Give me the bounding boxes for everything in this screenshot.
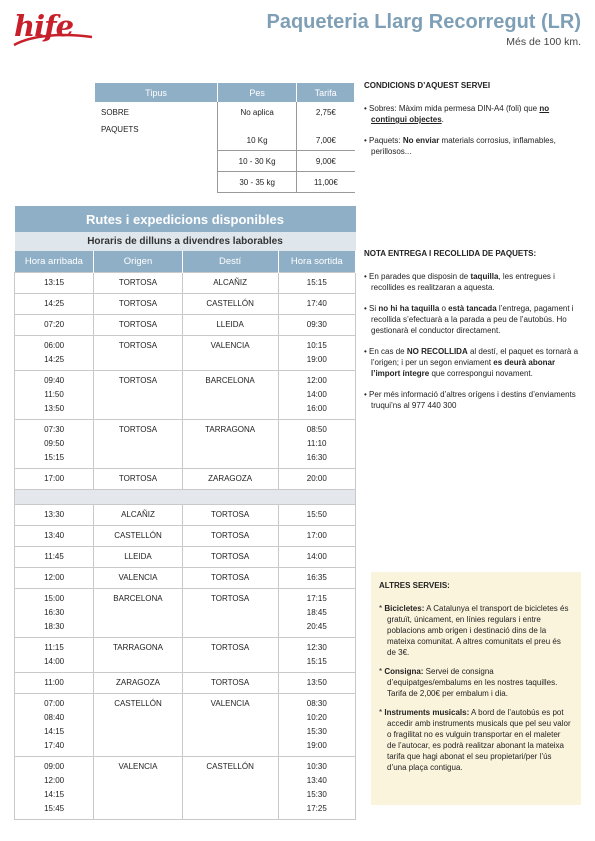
- cell-departure: 08:30 10:20 15:30 19:00: [278, 694, 355, 757]
- page-subtitle: Més de 100 km.: [506, 36, 581, 48]
- col-header-destination: Destí: [182, 251, 278, 273]
- pricing-header-tarifa: Tarifa: [297, 83, 355, 102]
- cell-destination: TORTOSA: [182, 505, 278, 526]
- cell-destination: TORTOSA: [182, 673, 278, 694]
- sobres-underline: no contingui objectes: [371, 104, 550, 124]
- pricing-cell: 11,00€: [297, 172, 355, 193]
- col-header-departure: Hora sortida: [278, 251, 355, 273]
- cell-origin: TORTOSA: [94, 273, 182, 294]
- cell-arrival: 11:00: [15, 673, 94, 694]
- cell-departure: 10:15 19:00: [278, 336, 355, 371]
- logo-text: hife: [14, 9, 74, 43]
- paquets-bold: No enviar: [402, 136, 440, 145]
- cell-destination: VALENCIA: [182, 336, 278, 371]
- table-row: [15, 315, 356, 336]
- cell-departure: 15:15: [278, 273, 355, 294]
- col-header-arrival: Hora arribada: [15, 251, 94, 273]
- note-bold: taquilla: [470, 272, 499, 281]
- company-logo: [14, 11, 73, 41]
- cell-arrival: 13:30: [15, 505, 94, 526]
- note-item: • En parades que disposin de taquilla, les entregues i recollides es realitzaran a aquesta.: [364, 272, 555, 292]
- cell-destination: CASTELLÓN: [182, 757, 278, 820]
- cell-destination: LLEIDA: [182, 315, 278, 336]
- cell-arrival: 07:00 08:40 14:15 17:40: [15, 694, 94, 757]
- table-row: [15, 420, 356, 469]
- note-text: l’entrega, pagament i recollida s’efectuarà a la parada a peu de l’autobús. Ho gestionarà el conductor directament.: [371, 304, 574, 335]
- note-text: al destí, el paquet es tornarà a l’origen; i per un segon enviament: [371, 347, 579, 367]
- cell-destination: TORTOSA: [182, 638, 278, 673]
- page-title: Paqueteria Llarg Recorregut (LR): [266, 11, 581, 33]
- table-row: [15, 757, 356, 820]
- note-item: • Per més informació d’altres orígens i destins d’enviaments truqui’ns al 977 440 300: [364, 390, 576, 410]
- cell-departure: 09:30: [278, 315, 355, 336]
- pricing-header-tipus: Tipus: [95, 83, 218, 102]
- cell-arrival: 12:00: [15, 568, 94, 589]
- table-row: [15, 505, 356, 526]
- note-text: , les entregues i recollides es realitzaran a aquesta.: [371, 272, 555, 292]
- conditions-heading: CONDICIONS D’AQUEST SERVEI: [364, 81, 491, 90]
- routes-subtitle: Horaris de dilluns a divendres laborables: [15, 232, 356, 251]
- table-row: [15, 371, 356, 420]
- cell-destination: TORTOSA: [182, 589, 278, 638]
- cell-destination: ALCAÑIZ: [182, 273, 278, 294]
- note-item: • Si no hi ha taquilla o està tancada l’entrega, pagament i recollida s’efectuarà a la parada a peu de l’autobús. Ho gestionarà el conductor directament.: [364, 304, 574, 335]
- cell-departure: 17:15 18:45 20:45: [278, 589, 355, 638]
- cell-origin: VALENCIA: [94, 568, 182, 589]
- routes-title: Rutes i expedicions disponibles: [15, 206, 356, 232]
- cell-arrival: 14:25: [15, 294, 94, 315]
- table-row: [15, 547, 356, 568]
- cell-departure: 14:00: [278, 547, 355, 568]
- pricing-cell: 10 Kg: [218, 122, 297, 151]
- pricing-cell: 30 - 35 kg: [218, 172, 297, 193]
- sobres-text: Màxim mida permesa DIN-A4 (foli) que: [396, 104, 540, 113]
- cell-arrival: 11:45: [15, 547, 94, 568]
- cell-departure: 10:30 13:40 15:30 17:25: [278, 757, 355, 820]
- table-row: [15, 336, 356, 371]
- note-bold: NO RECOLLIDA: [406, 347, 468, 356]
- pricing-cell: PAQUETS: [101, 125, 139, 134]
- sobres-label: Sobres:: [369, 104, 397, 113]
- cell-destination: TORTOSA: [182, 526, 278, 547]
- cell-origin: TORTOSA: [94, 315, 182, 336]
- cell-arrival: 11:15 14:00: [15, 638, 94, 673]
- table-row: [15, 273, 356, 294]
- cell-origin: ZARAGOZA: [94, 673, 182, 694]
- cell-origin: CASTELLÓN: [94, 526, 182, 547]
- pricing-cell: No aplica: [218, 102, 297, 122]
- service-text: A bord de l’autobús es pot accedir amb instruments musicals que pel seu valor o fragilitat no es vulguin transportar en el maleter de l’autocar, es podrà realitzar abonant la mateixa tarifa que hagi abonat el seu propietari/per l’ús d’una plaça contigua.: [387, 708, 571, 772]
- pricing-row-sobre: [95, 102, 355, 122]
- table-row: [15, 526, 356, 547]
- cell-arrival: 07:30 09:50 15:15: [15, 420, 94, 469]
- service-item-instruments: * Instruments musicals: A bord de l’autobús es pot accedir amb instruments musicals que pel seu valor o fragilitat no es vulguin transportar en el maleter de l’autocar, es podrà realitzar abonant la mateixa tarifa que hagi abonat el seu propietari/per l’ús d’una plaça contigua.: [379, 708, 571, 772]
- service-text: Servei de consigna d’equipatges/embalums en les nostres taquilles. Tarifa de 2,00€ per embalum i dia.: [387, 667, 558, 698]
- cell-destination: VALENCIA: [182, 694, 278, 757]
- cell-departure: 08:50 11:10 16:30: [278, 420, 355, 469]
- service-label: Bicicletes:: [384, 604, 425, 613]
- other-services-box: [371, 572, 581, 805]
- cell-arrival: 13:40: [15, 526, 94, 547]
- cell-origin: TORTOSA: [94, 469, 182, 490]
- service-item-bicycles: * Bicicletes: A Catalunya el transport de bicicletes és gratuït, únicament, en línies regulars i entre poblacions amb origen i destinació dins de la mateixa comunitat. A altres comunitats el preu és de 3€.: [379, 604, 569, 657]
- note-item: • En cas de NO RECOLLIDA al destí, el paquet es tornarà a l’origen; i per un segon enviament es deurà abonar l’import íntegre que correspongui novament.: [364, 347, 579, 378]
- table-row: [15, 673, 356, 694]
- service-conditions: [364, 80, 584, 167]
- service-text: A Catalunya el transport de bicicletes és gratuït, únicament, en línies regulars i entre poblacions amb origen i destinació dins de la mateixa comunitat. A altres comunitats el preu és de 3€.: [387, 604, 569, 657]
- service-item-luggage: * Consigna: Servei de consigna d’equipatges/embalums en les nostres taquilles. Tarifa de 2,00€ per embalum i dia.: [379, 667, 558, 698]
- cell-destination: BARCELONA: [182, 371, 278, 420]
- cell-origin: TORTOSA: [94, 336, 182, 371]
- note-text: Per més informació d’altres orígens i destins d’enviaments truqui’ns al 977 440 300: [369, 390, 576, 410]
- note-bold: es deurà abonar l’import íntegre: [371, 358, 556, 378]
- paquets-text: materials corrosius, inflamables, perillosos...: [371, 136, 556, 156]
- note-text: En parades que disposin de: [369, 272, 471, 281]
- cell-arrival: 13:15: [15, 273, 94, 294]
- sobres-end: .: [441, 115, 444, 124]
- table-row: [15, 568, 356, 589]
- pricing-table: [95, 83, 355, 193]
- cell-origin: ALCAÑIZ: [94, 505, 182, 526]
- pricing-header-pes: Pes: [218, 83, 297, 102]
- note-text: Si: [369, 304, 379, 313]
- table-row: [15, 469, 356, 490]
- table-separator: [15, 490, 356, 505]
- pricing-row-paquets: [95, 122, 355, 151]
- table-row: [15, 694, 356, 757]
- cell-arrival: 06:00 14:25: [15, 336, 94, 371]
- cell-origin: BARCELONA: [94, 589, 182, 638]
- table-row: [15, 589, 356, 638]
- cell-arrival: 17:00: [15, 469, 94, 490]
- note-text: En cas de: [369, 347, 407, 356]
- cell-arrival: 09:40 11:50 13:50: [15, 371, 94, 420]
- cell-origin: TORTOSA: [94, 294, 182, 315]
- logo-swoosh-icon: [12, 31, 94, 49]
- note-text: o: [439, 304, 449, 313]
- notes-heading: NOTA ENTREGA I RECOLLIDA DE PAQUETS:: [364, 249, 537, 258]
- cell-origin: CASTELLÓN: [94, 694, 182, 757]
- cell-arrival: 07:20: [15, 315, 94, 336]
- service-label: Consigna:: [384, 667, 424, 676]
- cell-destination: TORTOSA: [182, 547, 278, 568]
- condition-paquets: • Paquets: No enviar materials corrosius, inflamables, perillosos...: [364, 136, 556, 156]
- pricing-cell: 2,75€: [297, 102, 355, 122]
- cell-departure: 12:30 15:15: [278, 638, 355, 673]
- condition-sobres: • Sobres: Màxim mida permesa DIN-A4 (foli) que no contingui objectes.: [364, 104, 550, 124]
- pricing-cell: 10 - 30 Kg: [218, 151, 297, 172]
- service-label: Instruments musicals:: [384, 708, 470, 717]
- paquets-label: Paquets:: [369, 136, 401, 145]
- pricing-cell: 7,00€: [297, 122, 355, 151]
- pricing-cell: SOBRE: [101, 107, 130, 117]
- cell-destination: TORTOSA: [182, 568, 278, 589]
- cell-arrival: 09:00 12:00 14:15 15:45: [15, 757, 94, 820]
- note-bold: està tancada: [448, 304, 497, 313]
- table-row: [15, 294, 356, 315]
- col-header-origin: Origen: [94, 251, 182, 273]
- cell-origin: TORTOSA: [94, 371, 182, 420]
- cell-origin: VALENCIA: [94, 757, 182, 820]
- cell-destination: TARRAGONA: [182, 420, 278, 469]
- routes-table: [14, 206, 356, 820]
- delivery-notes: [364, 248, 584, 421]
- note-bold: no hi ha taquilla: [378, 304, 440, 313]
- cell-departure: 15:50: [278, 505, 355, 526]
- cell-destination: CASTELLÓN: [182, 294, 278, 315]
- cell-departure: 17:00: [278, 526, 355, 547]
- cell-departure: 20:00: [278, 469, 355, 490]
- note-text: que correspongui novament.: [429, 369, 533, 378]
- cell-departure: 13:50: [278, 673, 355, 694]
- cell-origin: LLEIDA: [94, 547, 182, 568]
- cell-departure: 17:40: [278, 294, 355, 315]
- cell-destination: ZARAGOZA: [182, 469, 278, 490]
- cell-departure: 12:00 14:00 16:00: [278, 371, 355, 420]
- cell-arrival: 15:00 16:30 18:30: [15, 589, 94, 638]
- cell-origin: TARRAGONA: [94, 638, 182, 673]
- cell-departure: 16:35: [278, 568, 355, 589]
- other-services-heading: ALTRES SERVEIS:: [379, 581, 450, 590]
- table-row: [15, 638, 356, 673]
- cell-origin: TORTOSA: [94, 420, 182, 469]
- pricing-cell: 9,00€: [297, 151, 355, 172]
